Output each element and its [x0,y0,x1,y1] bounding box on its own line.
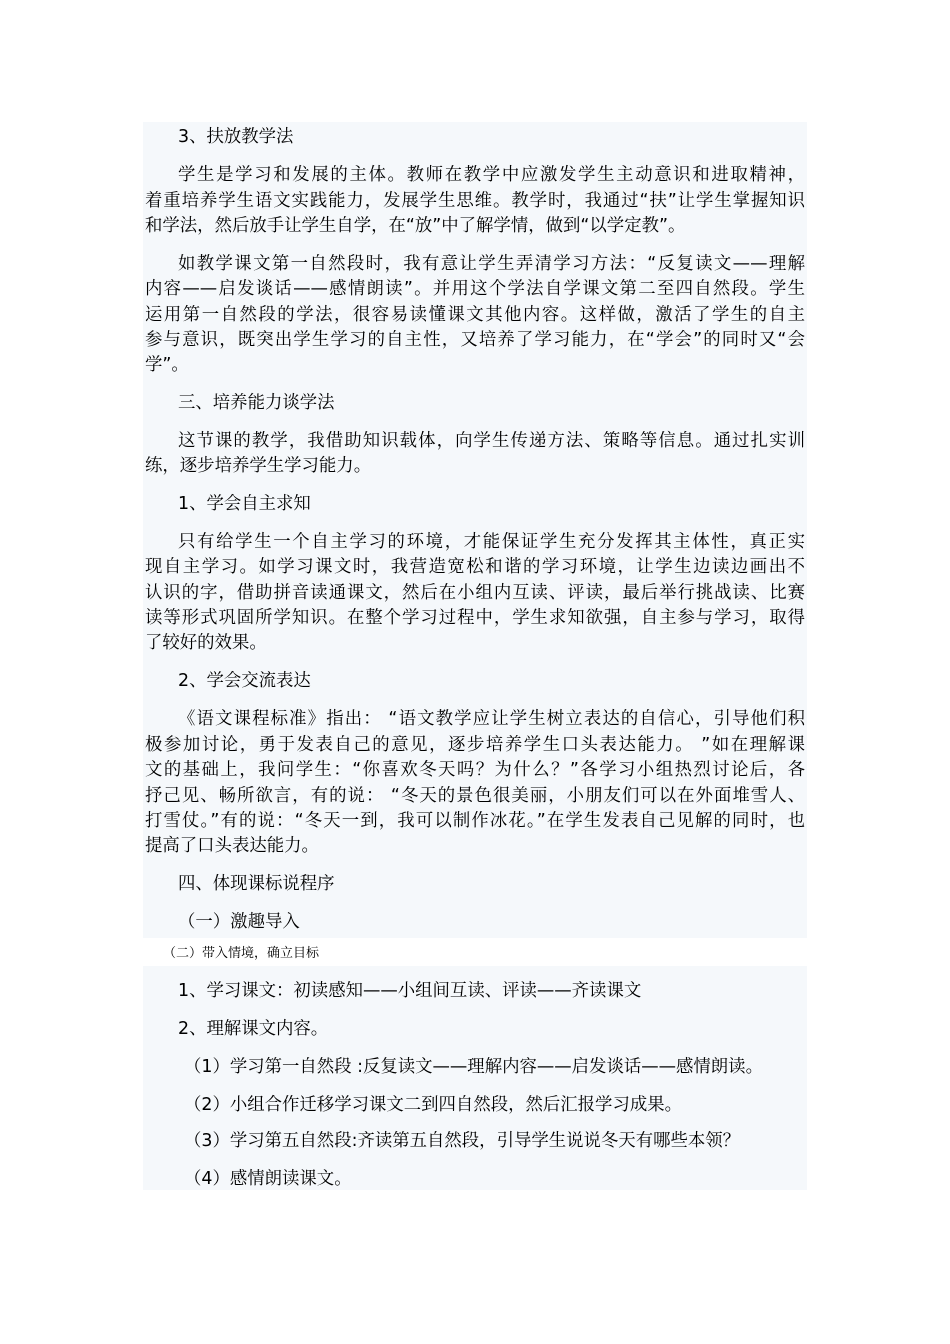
subheading-1: 1、学会自主求知 [178,494,311,514]
paragraph-line: 学生是学习和发展的主体。教师在教学中应激发学生主动意识和进取精神， [178,165,805,185]
heading-3-scaffold-method: 3、扶放教学法 [178,127,294,147]
paragraph-line: 练，逐步培养学生学习能力。 [145,456,372,476]
list-item: 1、学习课文：初读感知——小组间互读、评读——齐读课文 [178,981,642,1001]
list-item: （2）小组合作迁移学习课文二到四自然段，然后汇报学习成果。 [184,1095,683,1115]
list-item: （4）感情朗读课文。 [184,1169,352,1189]
subheading-2: 2、学会交流表达 [178,671,311,691]
section-heading-4: 四、体现课标说程序 [178,874,335,894]
paragraph-line: 《语文课程标准》指出： “语文教学应让学生树立表达的自信心，引导他们积 [178,709,805,729]
paragraph-line: 着重培养学生语文实践能力，发展学生思维。教学时，我通过“扶”让学生掌握知识 [145,191,805,211]
paragraph-line: 和学法，然后放手让学生自学，在“放”中了解学情，做到“以学定教”。 [145,216,686,236]
paragraph-line: 现自主学习。如学习课文时，我营造宽松和谐的学习环境，让学生边读边画出不 [145,557,805,577]
step-heading-1: （一）激趣导入 [178,912,300,932]
paragraph-line: 只有给学生一个自主学习的环境，才能保证学生充分发挥其主体性，真正实 [178,532,805,552]
list-item: 2、理解课文内容。 [178,1019,329,1039]
paragraph-line: 了较好的效果。 [145,633,267,653]
paragraph-line: 文的基础上，我问学生：“你喜欢冬天吗？为什么？”各学习小组热烈讨论后，各 [145,760,805,780]
paragraph-line: 运用第一自然段的学法，很容易读懂课文其他内容。这样做，激活了学生的自主 [145,305,805,325]
paragraph-line: 学”。 [145,355,189,375]
paragraph-line: 如教学课文第一自然段时，我有意让学生弄清学习方法：“反复读文——理解 [178,254,805,274]
paragraph-line: 内容——启发谈话——感情朗读”。并用这个学法自学课文第二至四自然段。学生 [145,279,805,299]
step-heading-2: （二）带入情境，确立目标 [163,946,320,961]
paragraph-line: 抒己见、畅所欲言，有的说： “冬天的景色很美丽，小朋友们可以在外面堆雪人、 [145,786,805,806]
list-item: （1）学习第一自然段 :反复读文——理解内容——启发谈话——感情朗读。 [184,1057,763,1077]
list-item: （3）学习第五自然段:齐读第五自然段，引导学生说说冬天有哪些本领？ [184,1131,741,1151]
paragraph-line: 认识的字，借助拼音读通课文，然后在小组内互读、评读，最后举行挑战读、比赛 [145,583,805,603]
paragraph-line: 参与意识，既突出学生学习的自主性，又培养了学习能力，在“学会”的同时又“会 [145,330,805,350]
paragraph-line: 提高了口头表达能力。 [145,836,319,856]
paragraph-line: 这节课的教学，我借助知识载体，向学生传递方法、策略等信息。通过扎实训 [178,431,805,451]
paragraph-line: 打雪仗。”有的说：“冬天一到，我可以制作冰花。”在学生发表自己见解的同时，也 [145,811,805,831]
paragraph-line: 极参加讨论，勇于发表自己的意见，逐步培养学生口头表达能力。 ”如在理解课 [145,735,805,755]
section-heading-3: 三、培养能力谈学法 [178,393,335,413]
paragraph-line: 读等形式巩固所学知识。在整个学习过程中，学生求知欲强，自主参与学习，取得 [145,608,805,628]
